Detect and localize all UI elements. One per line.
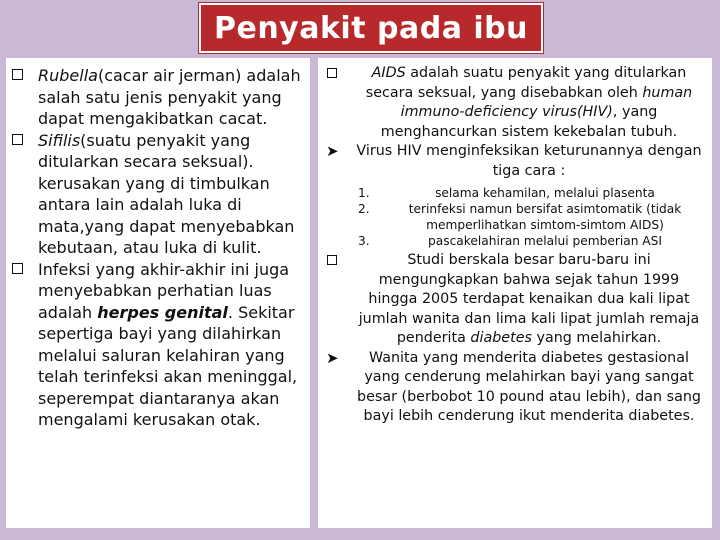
list-number: 3. xyxy=(358,234,370,248)
arrow-bullet-icon: ➤ xyxy=(326,142,339,160)
right-arrow-hiv xyxy=(318,142,712,181)
bullet-text: (cacar air jerman) adalah salah satu jenis penyakit yang dapat mengakibatkan cacat. xyxy=(38,66,301,128)
term-diabetes: diabetes xyxy=(470,330,532,346)
list-text: selama kehamilan, melalui plasenta xyxy=(435,186,655,200)
left-bullet-rubella xyxy=(6,65,310,130)
right-bullet-aids xyxy=(318,64,712,142)
checkbox-bullet-icon xyxy=(12,134,23,145)
bullet-text: Infeksi yang akhir-akhir ini juga menyebabkan perhatian luas adalah xyxy=(38,259,290,322)
checkbox-bullet-icon xyxy=(12,263,23,274)
arrow-bullet-icon: ➤ xyxy=(326,348,339,367)
checkbox-bullet-icon xyxy=(327,255,337,265)
bullet-text-end: . Sekitar sepertiga bayi yang dilahirkan melalui saluran kelahiran yang telah terinfeksi akan meninggal, seperempat diantaranya akan mengalami kerusakan otak. xyxy=(38,302,298,429)
term-sifilis: Sifilis xyxy=(38,130,81,150)
left-text-panel xyxy=(6,58,310,528)
list-item xyxy=(318,201,712,233)
list-number: 2. xyxy=(358,202,370,216)
right-text-panel xyxy=(318,58,712,528)
term-aids: AIDS xyxy=(371,65,406,81)
left-bullet-sifilis xyxy=(6,130,310,259)
left-bullet-herpes xyxy=(6,259,310,431)
list-text: pascakelahiran melalui pemberian ASI xyxy=(428,234,662,248)
term-rubella: Rubella xyxy=(38,66,98,85)
page-title: Penyakit pada ibu xyxy=(213,10,528,46)
term-herpes-genital: herpes genital xyxy=(97,302,228,322)
title-banner xyxy=(199,3,543,53)
bullet-text: adalah suatu penyakit yang ditularkan secara seksual, yang disebabkan oleh xyxy=(365,65,687,101)
bullet-text-end: , yang menghancurkan sistem kekebalan tubuh. xyxy=(380,104,678,140)
bullet-text: (suatu penyakit yang ditularkan secara seksual). kerusakan yang di timbulkan antara lain adalah luka di mata,yang dapat menyebabkan kebutaan, atau luka di kulit. xyxy=(38,130,295,257)
list-text: terinfeksi namun bersifat asimtomatik (tidak memperlihatkan simtom-simtom AIDS) xyxy=(408,202,682,232)
bullet-text-end: yang melahirkan. xyxy=(531,330,662,346)
bullet-text: Studi berskala besar baru-baru ini mengungkapkan bahwa sejak tahun 1999 hingga 2005 terdapat kenaikan dua kali lipat jumlah wanita dan lima kali lipat jumlah remaja penderita xyxy=(358,252,700,346)
term-hiv: human immuno-deficiency virus(HIV) xyxy=(400,84,693,120)
list-item xyxy=(318,233,712,249)
checkbox-bullet-icon xyxy=(12,69,23,80)
list-item xyxy=(318,185,712,201)
transmission-list xyxy=(318,185,712,249)
bullet-text: Wanita yang menderita diabetes gestasional yang cenderung melahirkan bayi yang sangat besar (berbobot 10 pound atau lebih), dan sang bayi lebih cenderung ikut menderita diabetes. xyxy=(357,349,701,424)
list-number: 1. xyxy=(358,186,370,200)
bullet-text: Virus HIV menginfeksikan keturunannya dengan tiga cara : xyxy=(356,143,702,179)
right-bullet-diabetes-study xyxy=(318,251,712,349)
checkbox-bullet-icon xyxy=(327,68,337,78)
right-arrow-gestational xyxy=(318,349,712,427)
